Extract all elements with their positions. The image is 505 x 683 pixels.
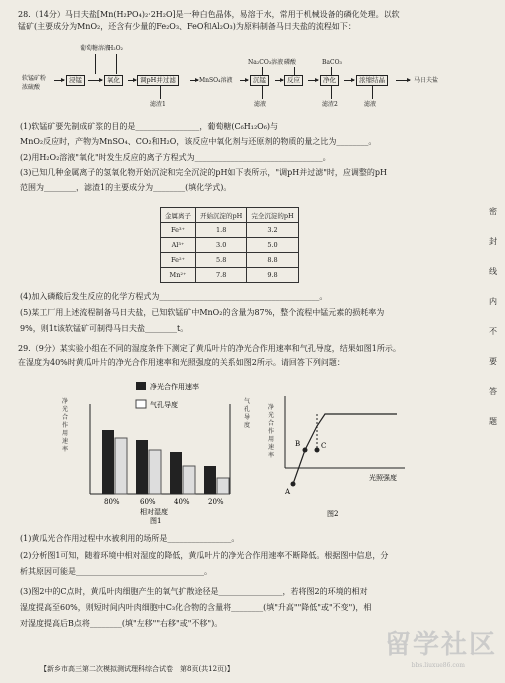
fig2-label-a: A xyxy=(285,488,291,496)
flow-product: 马日夫盐 xyxy=(414,77,439,84)
table-row xyxy=(161,223,299,238)
flow-arrow xyxy=(344,80,354,81)
x-tick: 60% xyxy=(140,498,156,506)
bar-conductance-40 xyxy=(183,466,195,494)
table-header: 金属离子 xyxy=(161,208,196,223)
q28-p1a: (1)软锰矿要先制成矿浆的目的是________________，葡萄糖(C₆H₁₂O₆)与 xyxy=(20,122,279,131)
flow-react: 反应 xyxy=(284,75,303,86)
q28-intro: 锰矿(主要成分为MnO₂，还含有少量的Fe₂O₃、FeO和Al₂O₃)为原料制备马日夫盐的流程如下： xyxy=(18,22,356,31)
bar-rate-20 xyxy=(204,466,216,494)
table-row xyxy=(161,238,299,253)
side-char: 内 xyxy=(489,297,497,306)
fig2-xlabel: 光照强度 xyxy=(369,474,397,482)
side-char: 不 xyxy=(489,327,497,336)
flow-leach: 浸锰 xyxy=(66,75,85,86)
flow-arrow xyxy=(275,80,283,81)
side-char: 要 xyxy=(489,357,497,366)
q28-p3a: (3)已知几种金属离子的氢氧化物开始沉淀和完全沉淀的pH如下表所示，"调pH并过滤"时，应调整的pH xyxy=(20,168,387,177)
table-header: 完全沉淀的pH xyxy=(247,208,298,223)
fig2-point-a xyxy=(291,482,296,487)
q28-p5b: 9%，则1t该软锰矿可制得马日夫盐________t。 xyxy=(20,324,189,333)
fig2-caption: 图2 xyxy=(327,510,339,518)
q29-l1: 29.（9分）某实验小组在不同的湿度条件下测定了黄瓜叶片的净光合作用速率和气孔导度，结果如图1所示。 xyxy=(18,344,401,353)
flow-ore2: 浓硫酸 xyxy=(22,84,41,91)
flow-residue2: 滤渣2 xyxy=(322,101,338,108)
flow-sink: 沉锰 xyxy=(250,75,269,86)
table-cell: Mn²⁺ xyxy=(161,268,196,283)
table-row xyxy=(161,268,299,283)
flow-filtrate2: 滤液 xyxy=(364,101,377,108)
table-cell: 9.8 xyxy=(247,268,298,283)
flow-line xyxy=(331,85,332,99)
q28-p4: (4)加入磷酸后发生反应的化学方程式为________________________________________。 xyxy=(20,292,328,301)
x-tick: 20% xyxy=(208,498,224,506)
flow-mnso4: MnSO₄溶液 xyxy=(199,77,233,84)
q28-p3b: 范围为________，滤渣1的主要成分为________(填化学式)。 xyxy=(20,183,232,192)
legend-swatch-rate xyxy=(136,382,146,390)
flow-line xyxy=(262,67,263,75)
table-cell: 8.8 xyxy=(247,253,298,268)
table-cell: Fe³⁺ xyxy=(161,223,196,238)
legend-conductance: 气孔导度 xyxy=(150,401,178,409)
q29-p3c: 对湿度提高后B点将________(填"左移""右移"或"不移")。 xyxy=(20,619,223,628)
table-cell: 5.0 xyxy=(247,238,298,253)
flow-arrow xyxy=(240,80,248,81)
flow-line xyxy=(160,85,161,99)
fig1-ylabel-right: 气孔导度 xyxy=(244,398,251,429)
flow-arrow xyxy=(128,80,136,81)
flow-arrow xyxy=(190,80,198,81)
table-header-row xyxy=(161,208,299,223)
q28-p1b: MnO₂反应时，产物为MnSO₄、CO₂和H₂O，该反应中氧化剂与还原剂的物质的量之比为________。 xyxy=(20,137,377,146)
flow-filtrate: 滤液 xyxy=(254,101,267,108)
table-cell: 7.8 xyxy=(196,268,247,283)
watermark-logo: 留学社区 xyxy=(384,630,497,660)
x-tick: 80% xyxy=(104,498,120,506)
fig2-label-c: C xyxy=(321,442,327,450)
flow-phos: 磷酸 xyxy=(284,59,297,66)
side-char: 密 xyxy=(489,207,497,216)
q28-p5a: (5)某工厂用上述流程制备马日夫盐，已知软锰矿中MnO₂的含量为87%，整个流程中锰元素的损耗率为 xyxy=(20,308,385,317)
flow-line xyxy=(294,67,295,75)
flow-h2o2: H₂O₂ xyxy=(108,45,123,52)
flow-arrow xyxy=(54,80,64,81)
flow-arrow xyxy=(308,80,318,81)
side-char: 答 xyxy=(489,387,497,396)
flow-baco3: BaCO₃ xyxy=(322,59,342,66)
flow-oxidize: 氧化 xyxy=(104,75,123,86)
flow-na2co3: Na₂CO₃溶液 xyxy=(248,59,284,66)
table-row xyxy=(161,253,299,268)
table-cell: Fe²⁺ xyxy=(161,253,196,268)
q28-p2: (2)用H₂O₂溶液"氧化"时发生反应的离子方程式为________________________________。 xyxy=(20,153,331,162)
flow-arrow xyxy=(396,80,410,81)
table-header: 开始沉淀的pH xyxy=(196,208,247,223)
flow-line xyxy=(95,54,96,74)
fig1-caption: 图1 xyxy=(150,517,162,524)
flow-arrow xyxy=(88,80,102,81)
figure-2 xyxy=(265,388,415,518)
fig2-point-b xyxy=(303,448,308,453)
q29-p2b: 析其原因可能是________________________________。 xyxy=(20,567,212,576)
table-cell: Al³⁺ xyxy=(161,238,196,253)
watermark-url: bbs.liuxue86.com xyxy=(411,662,465,669)
flow-adjust: 调pH并过滤 xyxy=(137,75,179,86)
fig2-ylabel: 净光合作用速率 xyxy=(268,404,275,459)
flow-line xyxy=(372,85,373,99)
bar-conductance-60 xyxy=(149,450,161,494)
q28-header: 28.（14分）马日夫盐[Mn(H₂PO₄)₂·2H₂O]是一种白色晶体，易溶于水，常用于机械设备的磷化处理。以软 xyxy=(18,10,400,19)
table-cell: 3.2 xyxy=(247,223,298,238)
bar-rate-80 xyxy=(102,430,114,494)
flow-purify: 净化 xyxy=(320,75,339,86)
q29-p1: (1)黄瓜光合作用过程中水被利用的场所是________________。 xyxy=(20,534,240,543)
table-cell: 1.8 xyxy=(196,223,247,238)
bar-conductance-20 xyxy=(217,478,229,494)
side-char: 线 xyxy=(489,267,497,276)
flow-line xyxy=(262,85,263,99)
x-tick: 40% xyxy=(174,498,190,506)
fig1-ylabel-left: 净光合作用速率 xyxy=(62,398,69,453)
legend-swatch-conductance xyxy=(136,400,146,408)
q29-p3a: (3)图2中的C点时，黄瓜叶肉细胞产生的氧气扩散途径是________________，若将图2的环境的相对 xyxy=(20,587,368,596)
flow-glucose: 葡萄糖溶液 xyxy=(80,45,111,52)
bar-conductance-80 xyxy=(115,438,127,494)
flow-conc: 浓缩结晶 xyxy=(356,75,388,86)
flow-ore: 软锰矿粉 xyxy=(22,75,47,82)
figure-1 xyxy=(60,374,260,524)
side-char: 封 xyxy=(489,237,497,246)
q29-p2a: (2)分析图1可知，随着环境中相对湿度的降低，黄瓜叶片的净光合作用速率不断降低。根据图中信息，分 xyxy=(20,551,389,560)
legend-rate: 净光合作用速率 xyxy=(150,383,199,391)
bar-rate-40 xyxy=(170,452,182,494)
page-footer: 【新乡市高三第二次模拟测试理科综合试卷 第8页(共12页)】 xyxy=(40,665,234,673)
q29-l2: 在湿度为40%时黄瓜叶片的净光合作用速率和光照强度的关系如图2所示。请回答下列问题： xyxy=(18,358,345,367)
fig1-xlabel: 相对湿度 xyxy=(140,508,168,516)
ph-table xyxy=(160,207,299,283)
flow-line xyxy=(116,54,117,74)
table-cell: 5.8 xyxy=(196,253,247,268)
q29-p3b: 湿度提高至60%，则短时间内叶肉细胞中C₃化合物的含量将________(填"升高""降低"或"不变")，相 xyxy=(20,603,372,612)
flow-line xyxy=(331,67,332,75)
side-char: 题 xyxy=(489,417,497,426)
fig2-label-b: B xyxy=(295,440,301,448)
table-cell: 3.0 xyxy=(196,238,247,253)
flow-residue1: 滤渣1 xyxy=(150,101,166,108)
bar-rate-60 xyxy=(136,440,148,494)
